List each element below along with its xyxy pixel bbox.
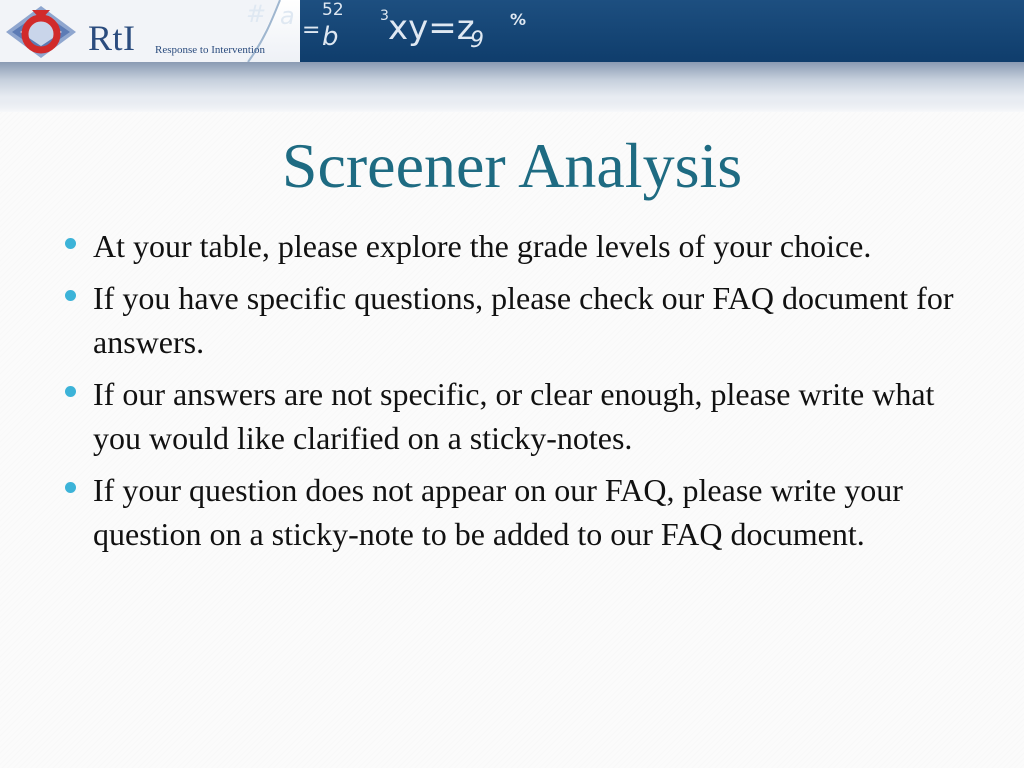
bullet-text: If you have specific questions, please check our FAQ document for answers. — [93, 280, 954, 360]
bullet-dot-icon — [65, 238, 76, 249]
bullet-item — [62, 372, 982, 460]
bullet-item — [62, 468, 982, 556]
math-glyph: % — [510, 10, 527, 29]
slide-title: Screener Analysis — [281, 130, 743, 201]
header-banner — [0, 0, 1024, 112]
bullet-dot-icon — [65, 290, 76, 301]
bullet-text: If our answers are not specific, or clear enough, please write what you would like clarified on a sticky-notes. — [93, 376, 935, 456]
math-glyph: 52 — [322, 0, 344, 20]
brand-tagline: Response to Intervention — [155, 44, 265, 56]
bullet-dot-icon — [65, 482, 76, 493]
rti-logo-icon — [4, 4, 78, 60]
bullet-text: At your table, please explore the grade levels of your choice. — [93, 228, 872, 264]
bullet-dot-icon — [65, 386, 76, 397]
bullet-list — [62, 224, 982, 564]
math-glyph: = — [302, 18, 321, 43]
math-glyph: a — [280, 2, 295, 30]
math-glyph: b — [322, 22, 339, 52]
bullet-item — [62, 276, 982, 364]
brand-name: RtI — [88, 18, 136, 58]
bullet-item — [62, 224, 982, 268]
math-glyph: # — [246, 0, 267, 28]
math-glyph: 9 — [470, 28, 484, 53]
math-glyph: xy=z — [388, 8, 475, 48]
bullet-text: If your question does not appear on our FAQ, please write your question on a sticky-note to be added to our FAQ document. — [93, 472, 903, 552]
banner-fade — [0, 62, 1024, 112]
math-glyph: 3 — [380, 8, 389, 24]
